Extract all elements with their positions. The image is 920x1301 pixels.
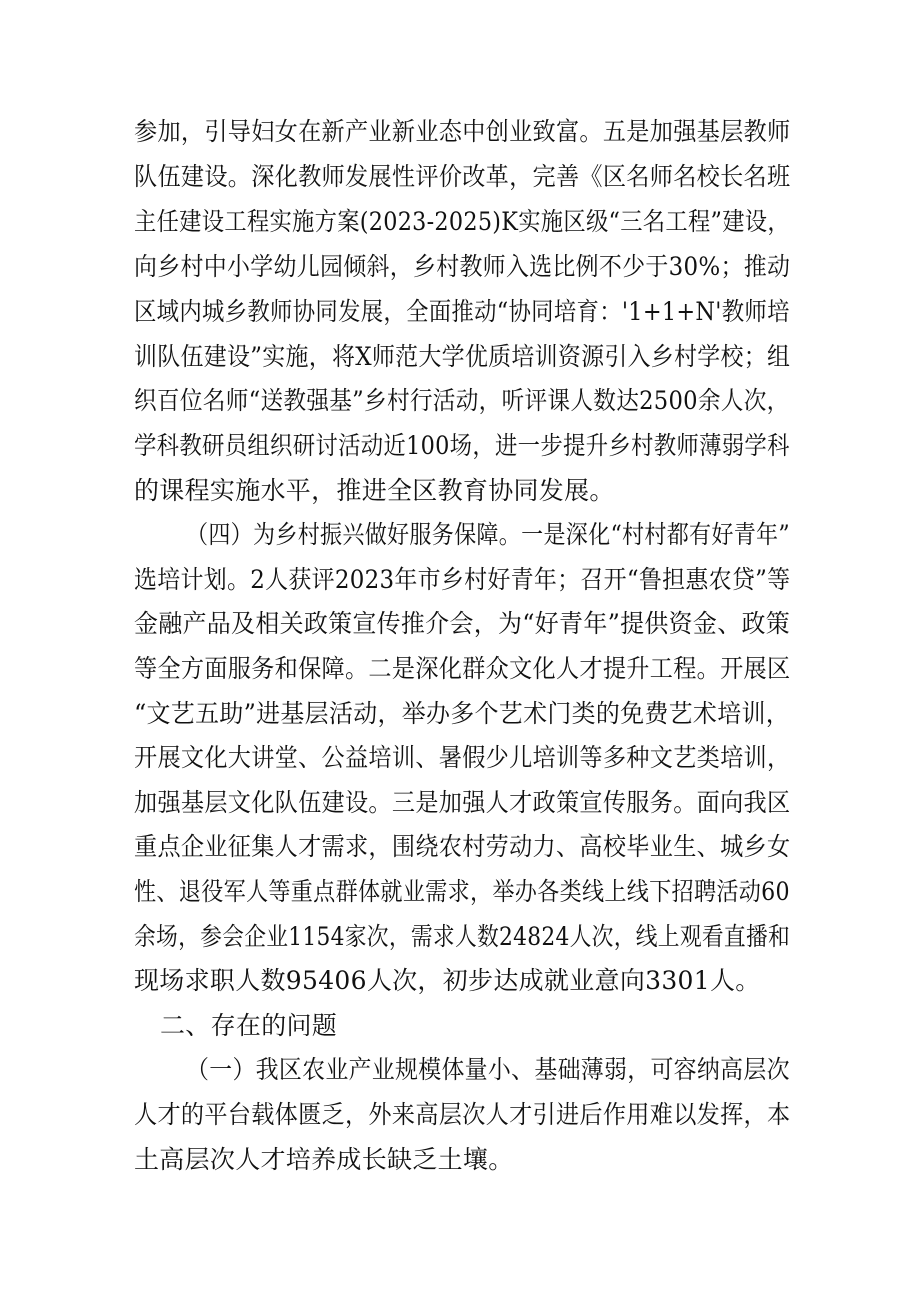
text-line-11: 选培计划。2人获评2023年市乡村好青年；召开“鲁担惠农贷”等: [134, 565, 791, 594]
text-line-23: 人才的平台载体匮乏，外来高层次人才引进后作用难以发挥，本: [134, 1100, 791, 1129]
text-line-7: 织百位名师“送教强基”乡村行活动，听评课人数达2500余人次，: [134, 386, 790, 415]
text-line-9: 的课程实施水平，推进全区教育协同发展。: [134, 476, 615, 505]
section-four-heading-line: （四）为乡村振兴做好服务保障。一是深化“村村都有好青年”: [186, 520, 790, 549]
text-line-24: 土高层次人才培养成长缺乏土壤。: [134, 1145, 514, 1174]
text-line-18: 性、退役军人等重点群体就业需求，举办各类线上线下招聘活动60: [134, 877, 790, 906]
text-line-4: 向乡村中小学幼儿园倾斜，乡村教师入选比例不少于30%；推动: [134, 252, 791, 281]
text-line-14: “文艺五助”进基层活动，举办多个艺术门类的免费艺术培训，: [134, 699, 790, 728]
text-line-19: 余场，参会企业1154家次，需求人数24824人次，线上观看直播和: [134, 922, 791, 951]
text-line-12: 金融产品及相关政策宣传推介会，为“好青年”提供资金、政策: [134, 609, 790, 638]
text-line-16: 加强基层文化队伍建设。三是加强人才政策宣传服务。面向我区: [134, 788, 791, 817]
text-line-5: 区域内城乡教师协同发展，全面推动“协同培育：'1+1+N'教师培: [134, 297, 790, 326]
text-line-13: 等全方面服务和保障。二是深化群众文化人才提升工程。开展区: [134, 654, 791, 683]
text-line-20: 现场求职人数95406人次，初步达成就业意向3301人。: [134, 966, 761, 995]
text-line-15: 开展文化大讲堂、公益培训、暑假少儿培训等多种文艺类培训，: [134, 743, 791, 772]
text-line-6: 训队伍建设”实施，将X师范大学优质培训资源引入乡村学校；组: [134, 342, 791, 371]
text-line-3: 主任建设工程实施方案(2023-2025)K实施区级“三名工程”建设，: [134, 207, 790, 236]
problem-one-line: （一）我区农业产业规模体量小、基础薄弱，可容纳高层次: [186, 1055, 790, 1084]
text-line-8: 学科教研员组织研讨活动近100场，进一步提升乡村教师薄弱学科: [134, 431, 790, 460]
section-two-heading: 二、存在的问题: [160, 1011, 338, 1040]
text-line-1: 参加，引导妇女在新产业新业态中创业致富。五是加强基层教师: [134, 117, 791, 146]
text-line-17: 重点企业征集人才需求，围绕农村劳动力、高校毕业生、城乡女: [134, 832, 791, 861]
text-line-2: 队伍建设。深化教师发展性评价改革，完善《区名师名校长名班: [134, 162, 791, 191]
